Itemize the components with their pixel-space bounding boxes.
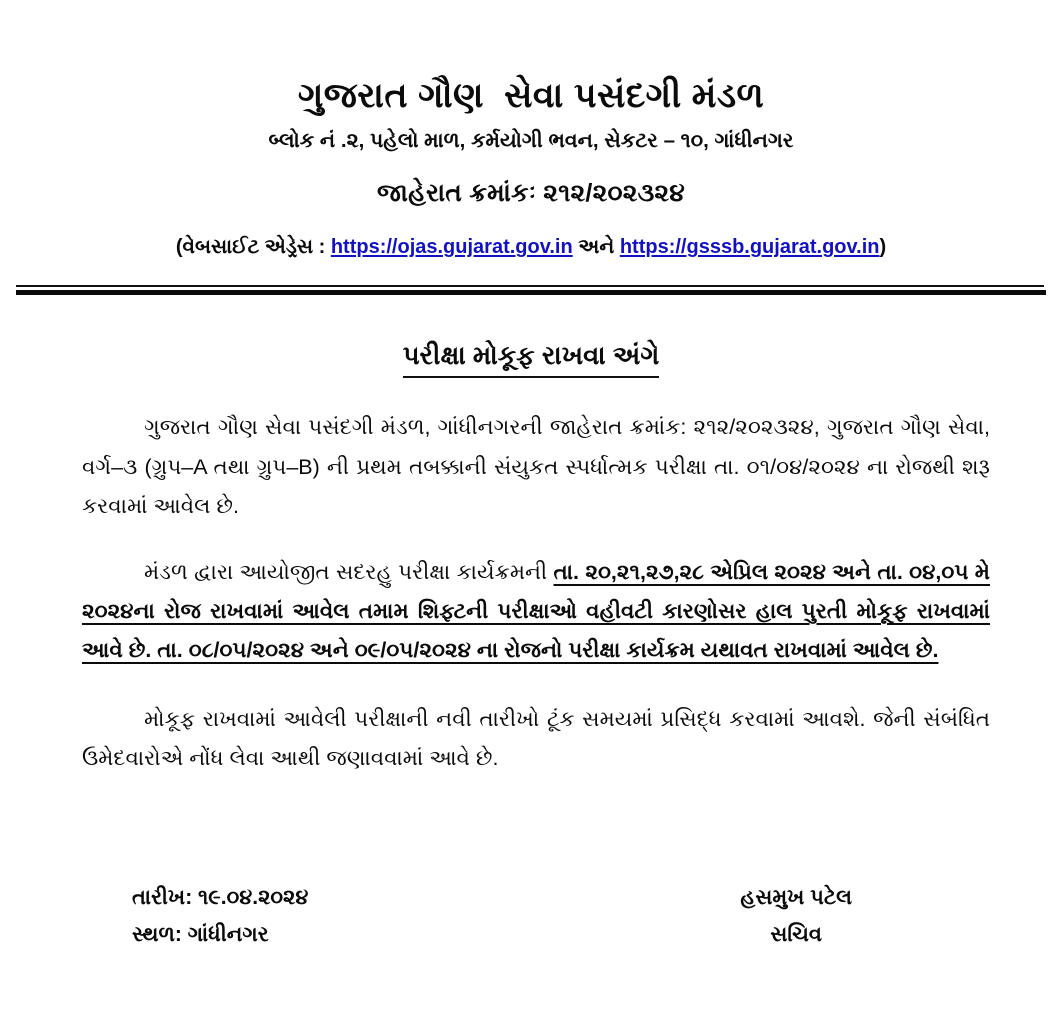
website-label-suffix: ): [879, 236, 887, 259]
paragraph-postponement-notice: [60, 553, 1002, 670]
website-address-line: [60, 234, 1002, 260]
postponement-lead-text: મંડળ દ્વારા આયોજીત સદરહુ પરીક્ષા કાર્યક્રમની: [144, 559, 554, 584]
notice-heading: [60, 340, 1002, 378]
organization-title: ગુજરાત ગૌણ સેવા પસંદગી મંડળ: [297, 76, 765, 115]
advertisement-number: જાહેરાત ક્રમાંકઃ ૨૧૨/૨૦૨૩૨૪: [376, 179, 685, 208]
ojas-website-link[interactable]: https://ojas.gujarat.gov.in: [330, 236, 573, 259]
signatory-name: હસમુખ પટેલ: [740, 886, 852, 909]
notice-heading-text: પરીક્ષા મોકૂફ રાખવા અંગે: [403, 340, 660, 378]
separator-thin-line: [16, 285, 1044, 287]
website-label-prefix: (વેબસાઈટ એડ્રેસ :: [175, 236, 331, 259]
organization-address: બ્લોક નં .૨, પહેલો માળ, કર્મયોગી ભવન, સેકટર – ૧૦, ગાંધીનગર: [268, 128, 794, 152]
gsssb-website-link[interactable]: https://gsssb.gujarat.gov.in: [619, 236, 880, 259]
paragraph-new-dates-announcement: મોકૂફ રાખવામાં આવેલી પરીક્ષાની નવી તારીખો ટૂંક સમયમાં પ્રસિદ્ધ કરવામાં આવશે. જેની સંબંધિત ઉમેદવારોએ નોંધ લેવા આથી જણાવવામાં આવે છે.: [82, 707, 990, 771]
signatory-group: [740, 880, 1002, 954]
signatory-designation: સચિવ: [770, 922, 823, 946]
date-place-group: [60, 880, 308, 954]
paragraph-exam-schedule-intro: ગુજરાત ગૌણ સેવા પસંદગી મંડળ, ગાંધીનગરની જાહેરાત ક્રમાંક: ૨૧૨/૨૦૨૩૨૪, ગુજરાત ગૌણ સેવા, વર્ગ–૩ (ગ્રુપ–A તથા ગ્રુપ–B) ની પ્રથમ તબક્કાની સંયુકત સ્પર્ધાત્મક પરીક્ષા તા. ૦૧/૦૪/૨૦૨૪ ના રોજથી શરૂ કરવામાં આવેલ છે.: [82, 415, 990, 518]
notice-place: સ્થળ: ગાંધીનગર: [132, 922, 269, 946]
header-separator-rule: [16, 284, 1046, 298]
separator-thick-line: [16, 290, 1046, 295]
website-conjunction: અને: [572, 236, 620, 259]
document-masthead: [60, 0, 1002, 260]
postponement-emphasis-text: તા. ૨૦,૨૧,૨૭,૨૮ એપ્રિલ ૨૦૨૪ અને તા. ૦૪,૦૫ મે ૨૦૨૪ના રોજ રાખવામાં આવેલ તમામ શિફ્ટની પરીક્ષાઓ વહીવટી કારણોસર હાલ પુરતી મોકૂફ રાખવામાં આવે છે. તા. ૦૮/૦૫/૨૦૨૪ અને ૦૯/૦૫/૨૦૨૪ ના રોજનો પરીક્ષા કાર્યક્રમ યથાવત રાખવામાં આવેલ છે.: [82, 559, 990, 663]
signature-block: [60, 880, 1002, 954]
notice-date: તારીખ: ૧૯.૦૪.૨૦૨૪: [132, 886, 309, 909]
